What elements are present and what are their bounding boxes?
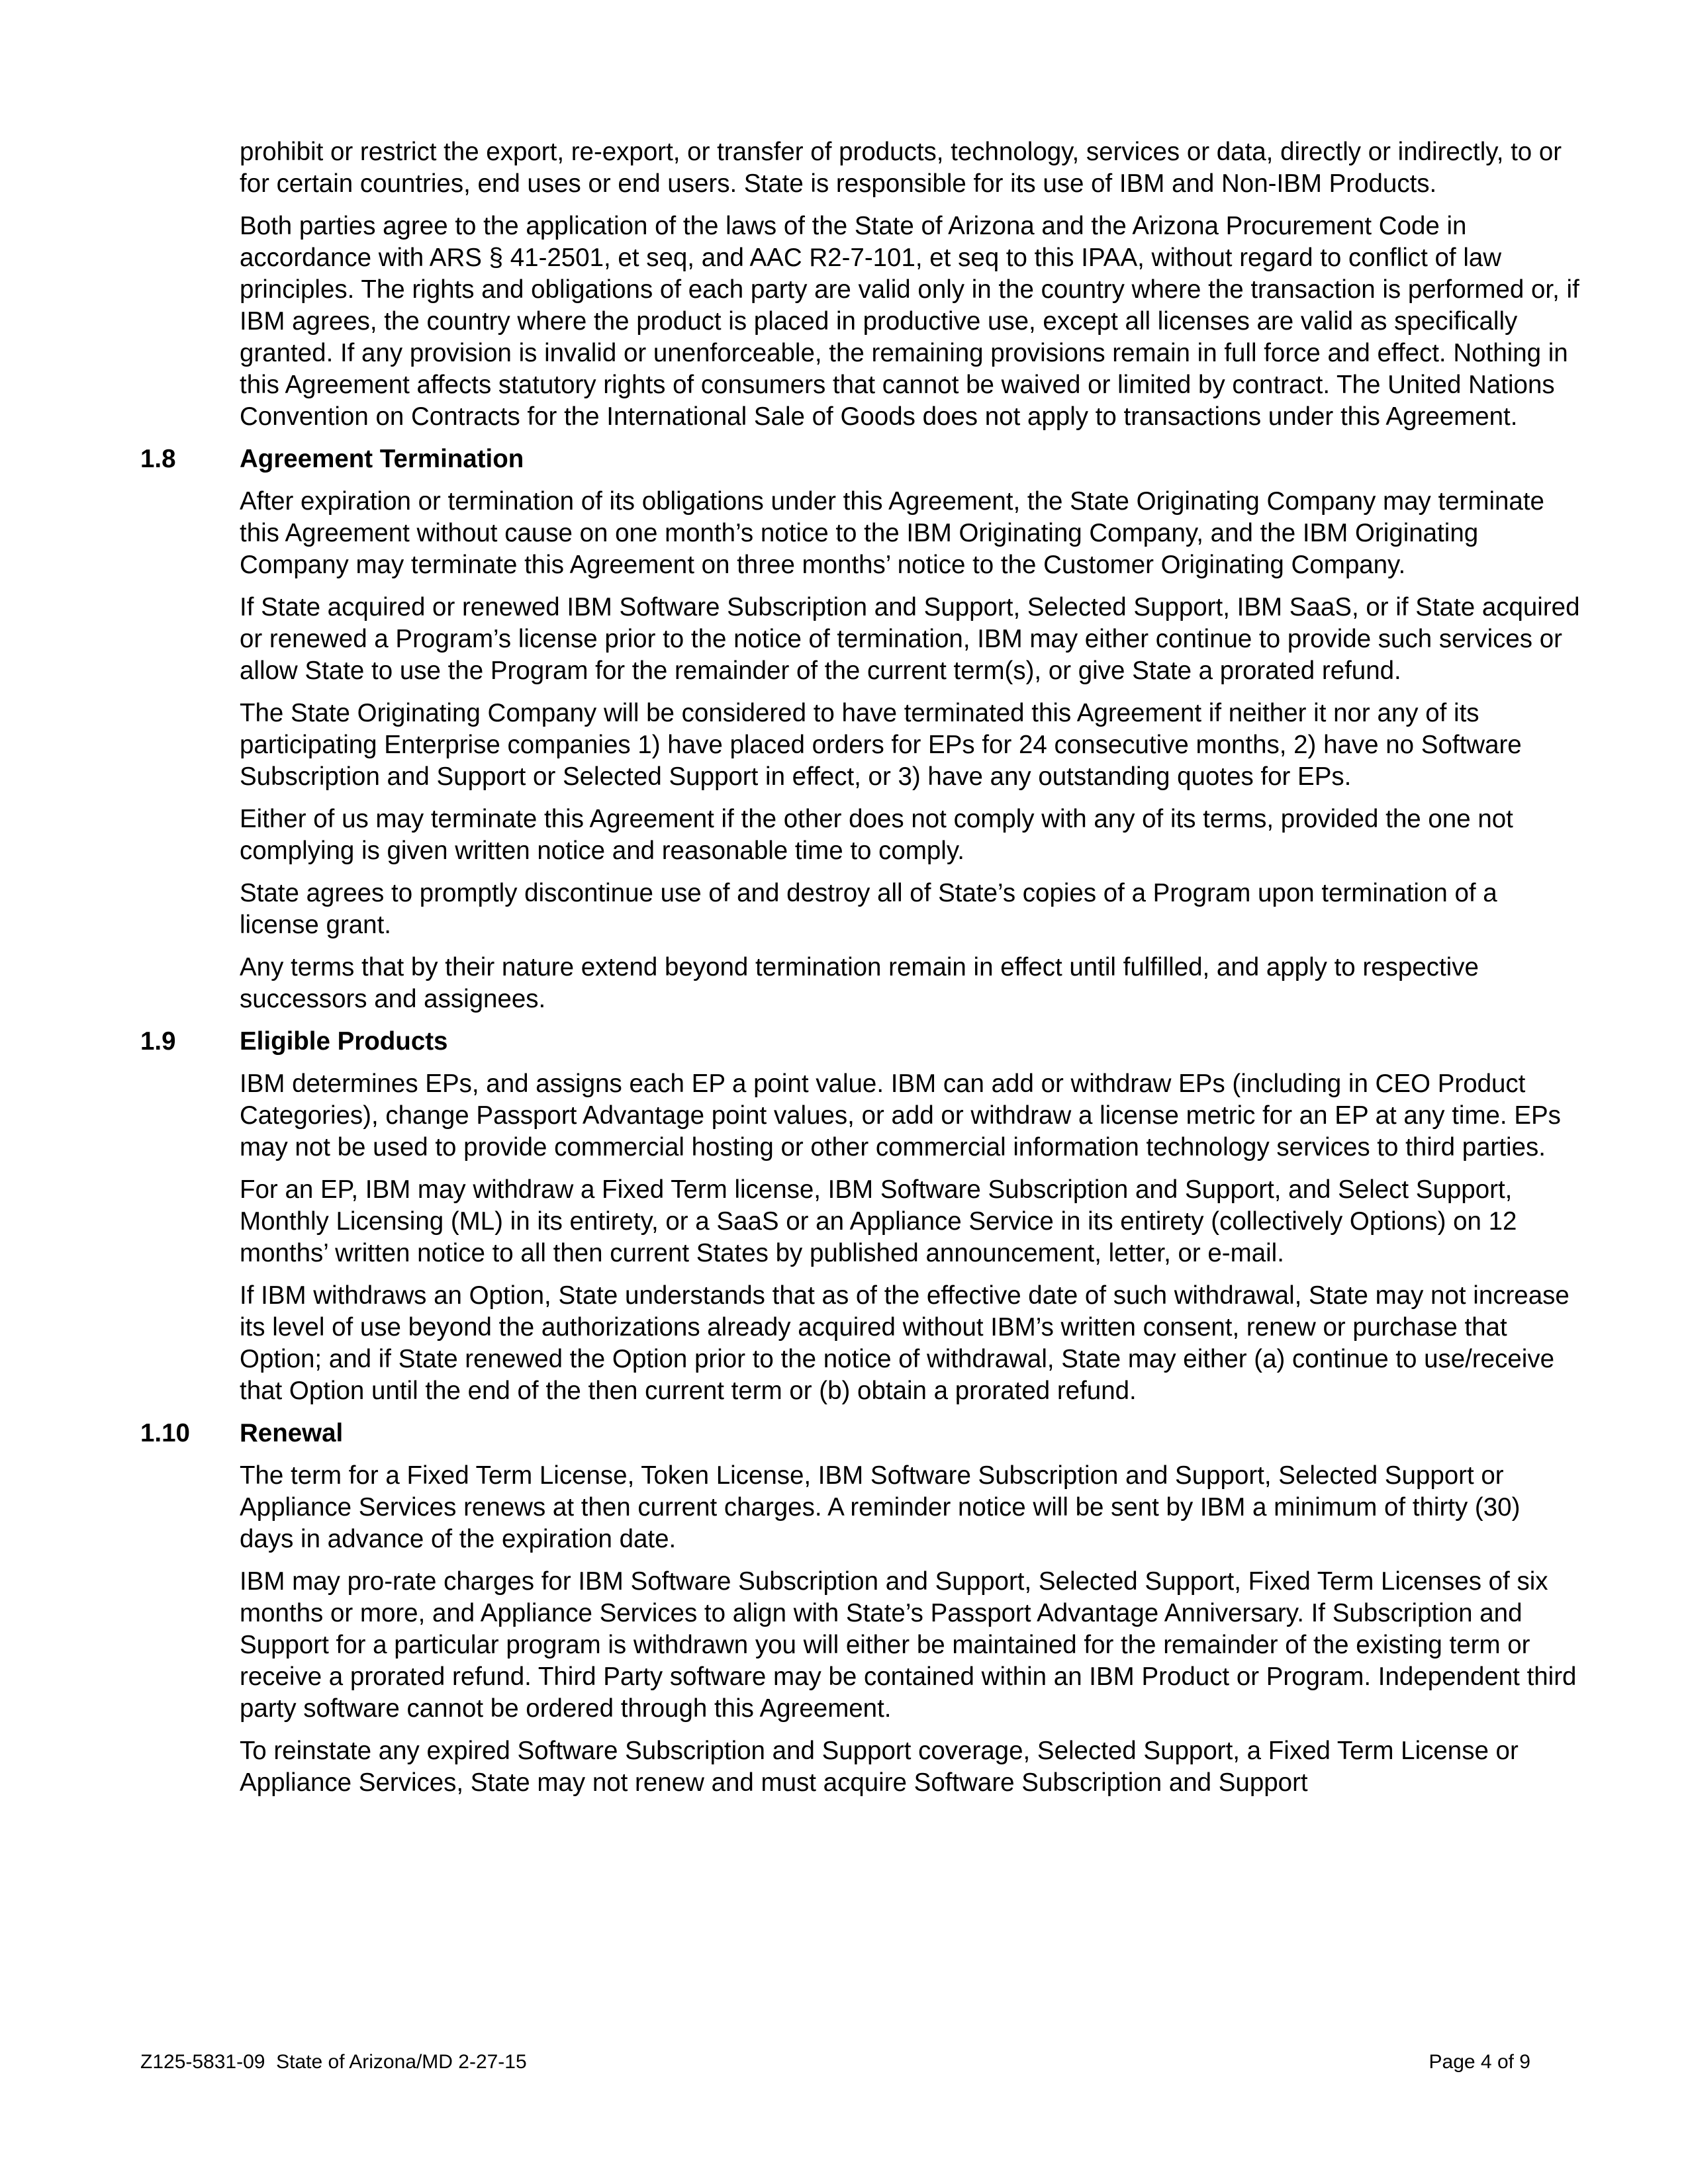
paragraph: IBM determines EPs, and assigns each EP a point value. IBM can add or withdraw EPs (including in CEO Product Categories), change Passport Advantage point values, or add or withdraw a license metric for an EP at any time. EPs may not be used to provide commercial hosting or other commercial information technology services to third parties. xyxy=(240,1069,1561,1161)
paragraph: If IBM withdraws an Option, State understands that as of the effective date of such withdrawal, State may not increase its level of use beyond the authorizations already acquired without IBM’s written consent, renew or purchase that Option; and if State renewed the Option prior to the notice of withdrawal, State may either (a) continue to use/receive that Option until the end of the then current term or (b) obtain a prorated refund. xyxy=(240,1281,1570,1405)
section-heading-1-8 xyxy=(140,443,1580,475)
footer-document-id: Z125-5831-09 State of Arizona/MD 2-27-15 xyxy=(140,2051,527,2073)
section-title: Agreement Termination xyxy=(240,445,524,473)
page-footer xyxy=(140,2050,1530,2074)
paragraph-export-continuation: prohibit or restrict the export, re-export, or transfer of products, technology, services or data, directly or indirectly, to or for certain countries, end uses or end users. State is responsible for its use of IBM and Non-IBM Products. xyxy=(240,138,1562,198)
section-number: 1.10 xyxy=(140,1419,190,1447)
paragraph: Any terms that by their nature extend beyond termination remain in effect until fulfilled, and apply to respective successors and assignees. xyxy=(240,953,1479,1013)
paragraph: After expiration or termination of its obligations under this Agreement, the State Originating Company may terminate this Agreement without cause on one month’s notice to the IBM Originating Company, and the IBM Originating Company may terminate this Agreement on three months’ notice to the Customer Originating Company. xyxy=(240,487,1544,579)
paragraph: IBM may pro-rate charges for IBM Software Subscription and Support, Selected Support, Fixed Term Licenses of six months or more, and Appliance Services to align with State’s Passport Advantage Anniversary. If Subscription and Support for a particular program is withdrawn you will either be maintained for the remainder of the existing term or receive a prorated refund. Third Party software may be contained within an IBM Product or Program. Independent third party software cannot be ordered through this Agreement. xyxy=(240,1567,1577,1723)
section-heading-1-10 xyxy=(140,1418,1580,1449)
paragraph-governing-law: Both parties agree to the application of the laws of the State of Arizona and the Arizona Procurement Code in accordance with ARS § 41-2501, et seq, and AAC R2-7-101, et seq to this IPAA, without regard to conflict of law principles. The rights and obligations of each party are valid only in the country where the transaction is performed or, if IBM agrees, the country where the product is placed in productive use, except all licenses are valid as specifically granted. If any provision is invalid or unenforceable, the remaining provisions remain in full force and effect. Nothing in this Agreement affects statutory rights of consumers that cannot be waived or limited by contract. The United Nations Convention on Contracts for the International Sale of Goods does not apply to transactions under this Agreement. xyxy=(240,212,1579,431)
page-body xyxy=(140,136,1580,1809)
paragraph: For an EP, IBM may withdraw a Fixed Term license, IBM Software Subscription and Support, and Select Support, Monthly Licensing (ML) in its entirety, or a SaaS or an Appliance Service in its entirety (collectively Options) on 12 months’ written notice to all then current States by published announcement, letter, or e-mail. xyxy=(240,1175,1517,1267)
footer-page-number: Page 4 of 9 xyxy=(1429,2051,1530,2073)
paragraph: The State Originating Company will be considered to have terminated this Agreement if neither it nor any of its participating Enterprise companies 1) have placed orders for EPs for 24 consecutive months, 2) have no Software Subscription and Support or Selected Support in effect, or 3) have any outstanding quotes for EPs. xyxy=(240,699,1522,791)
paragraph: State agrees to promptly discontinue use of and destroy all of State’s copies of a Program upon termination of a license grant. xyxy=(240,879,1497,939)
section-title: Eligible Products xyxy=(240,1027,448,1056)
section-title: Renewal xyxy=(240,1419,344,1447)
section-number: 1.9 xyxy=(140,1027,176,1056)
paragraph: The term for a Fixed Term License, Token License, IBM Software Subscription and Support, Selected Support or Appliance Services renews at then current charges. A reminder notice will be sent by IBM a minimum of thirty (30) days in advance of the expiration date. xyxy=(240,1461,1521,1553)
section-heading-1-9 xyxy=(140,1026,1580,1058)
paragraph: If State acquired or renewed IBM Software Subscription and Support, Selected Support, IBM SaaS, or if State acquired or renewed a Program’s license prior to the notice of termination, IBM may either continue to provide such services or allow State to use the Program for the remainder of the current term(s), or give State a prorated refund. xyxy=(240,593,1580,685)
paragraph: To reinstate any expired Software Subscription and Support coverage, Selected Support, a Fixed Term License or Appliance Services, State may not renew and must acquire Software Subscription and Support xyxy=(240,1737,1519,1797)
paragraph: Either of us may terminate this Agreement if the other does not comply with any of its terms, provided the one not complying is given written notice and reasonable time to comply. xyxy=(240,805,1513,865)
section-number: 1.8 xyxy=(140,445,176,473)
